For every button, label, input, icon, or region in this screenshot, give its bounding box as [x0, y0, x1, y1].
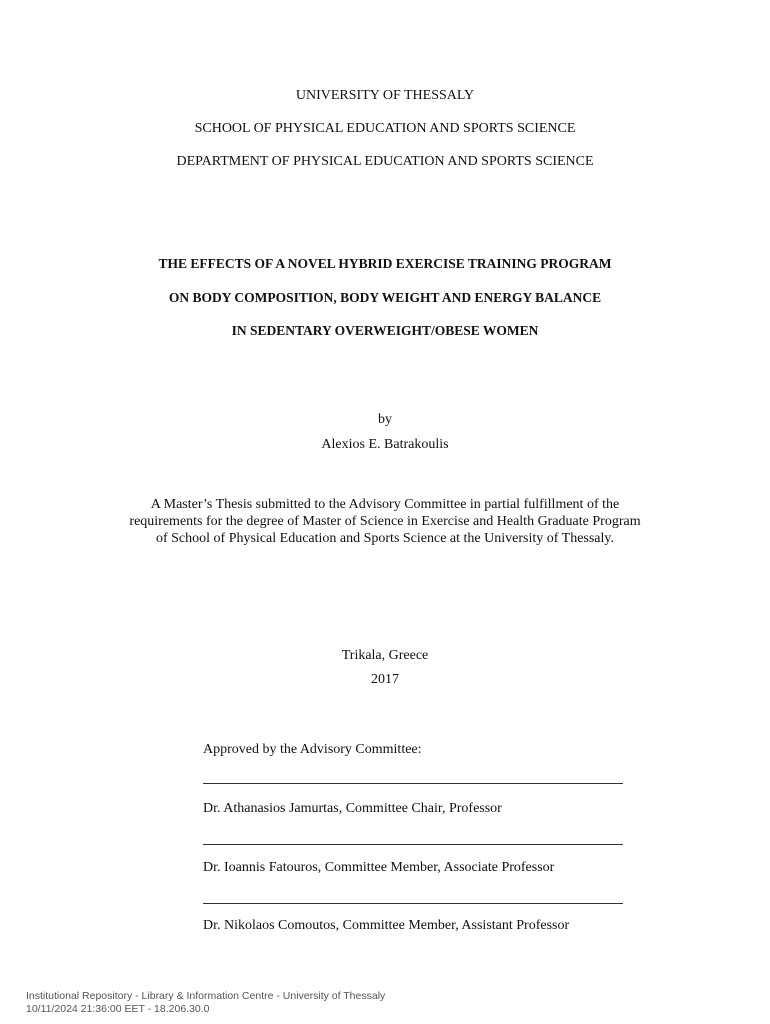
thesis-statement-line-3: of School of Physical Education and Sports Science at the University of Thessaly.: [155, 531, 615, 546]
committee-member-2: Dr. Ioannis Fatouros, Committee Member, Associate Professor: [203, 860, 555, 875]
year: 2017: [371, 672, 399, 687]
school-name: SCHOOL OF PHYSICAL EDUCATION AND SPORTS SCIENCE: [194, 121, 576, 136]
committee-heading: Approved by the Advisory Committee:: [203, 742, 422, 757]
thesis-title-line-2: ON BODY COMPOSITION, BODY WEIGHT AND ENERGY BALANCE: [168, 290, 602, 305]
repository-footer: Institutional Repository - Library & Information Centre - University of Thessaly: [26, 990, 386, 1002]
thesis-statement: [0, 496, 770, 547]
thesis-statement-line-1: A Master’s Thesis submitted to the Advisory Committee in partial fulfillment of the: [150, 497, 620, 512]
thesis-title-line-3: IN SEDENTARY OVERWEIGHT/OBESE WOMEN: [231, 323, 539, 338]
by-label: by: [378, 412, 392, 427]
signature-line-2: [203, 844, 623, 845]
thesis-statement-line-2: requirements for the degree of Master of Science in Exercise and Health Graduate Program: [129, 514, 641, 529]
author-name: Alexios E. Batrakoulis: [321, 437, 449, 452]
location: Trikala, Greece: [341, 648, 429, 663]
signature-line-3: [203, 903, 623, 904]
department-name: DEPARTMENT OF PHYSICAL EDUCATION AND SPORTS SCIENCE: [176, 154, 594, 169]
university-name: UNIVERSITY OF THESSALY: [295, 88, 475, 103]
committee-member-1: Dr. Athanasios Jamurtas, Committee Chair, Professor: [203, 801, 502, 816]
download-stamp: 10/11/2024 21:36:00 EET - 18.206.30.0: [26, 1003, 210, 1015]
thesis-title-line-1: THE EFFECTS OF A NOVEL HYBRID EXERCISE TRAINING PROGRAM: [158, 256, 612, 271]
committee-member-3: Dr. Nikolaos Comoutos, Committee Member, Assistant Professor: [203, 918, 570, 933]
signature-line-1: [203, 783, 623, 784]
